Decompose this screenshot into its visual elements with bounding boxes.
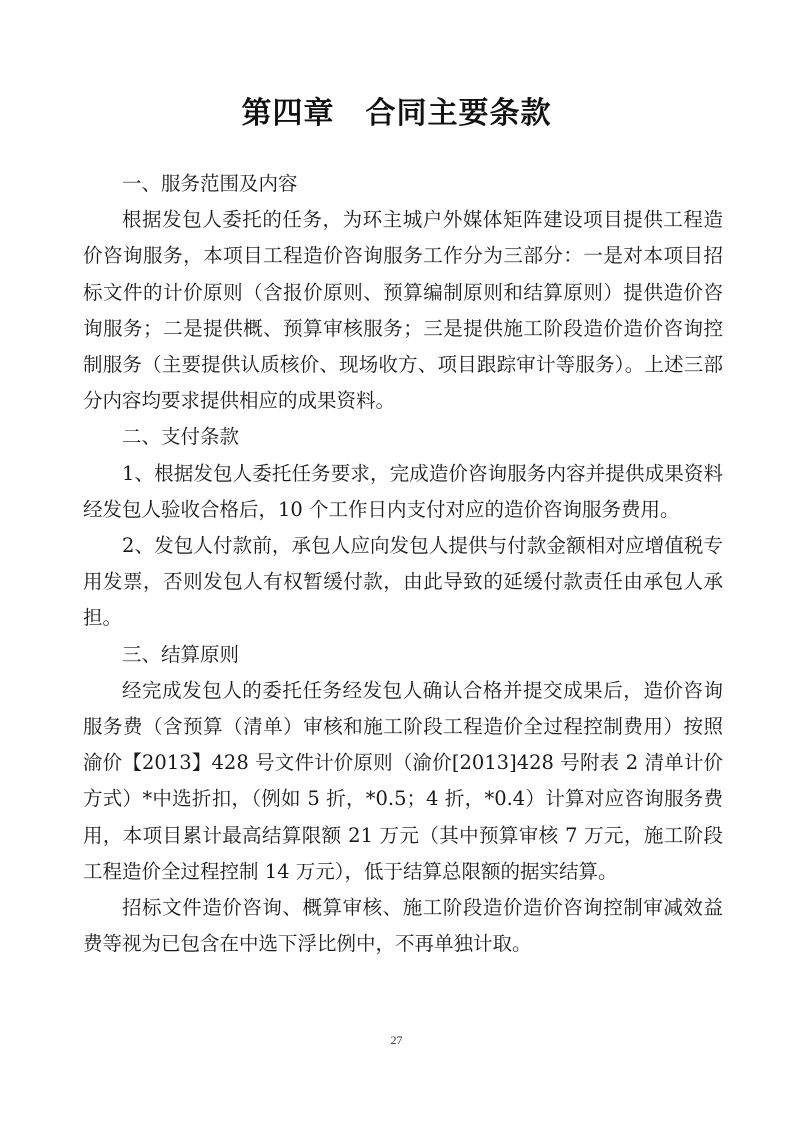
- paragraph-settlement-1: 经完成发包人的委托任务经发包人确认合格并提交成果后，造价咨询服务费（含预算（清单）审核和施工阶段工程造价全过程控制费用）按照渝价【2013】428 号文件计价原则（渝价[2013]428 号附表 2 清单计价方式）*中选折扣，（例如 5 折，*0.5；4 折，*0.4）计算对应咨询服务费用，本项目累计最高结算限额 21 万元（其中预算审核 7 万元，施工阶段工程造价全过程控制 14 万元），低于结算总限额的据实结算。: [83, 678, 723, 883]
- paragraph-payment-2: 2、发包人付款前，承包人应向发包人提供与付款金额相对应增值税专用发票，否则发包人有权暂缓付款，由此导致的延缓付款责任由承包人承担。: [83, 534, 723, 630]
- paragraph-service-content: 根据发包人委托的任务，为环主城户外媒体矩阵建设项目提供工程造价咨询服务，本项目工程造价咨询服务工作分为三部分：一是对本项目招标文件的计价原则（含报价原则、预算编制原则和结算原则）提供造价咨询服务；二是提供概、预算审核服务；三是提供施工阶段造价造价咨询控制服务（主要提供认质核价、现场收方、项目跟踪审计等服务）。上述三部分内容均要求提供相应的成果资料。: [83, 208, 723, 413]
- page-number: 27: [390, 1033, 403, 1047]
- section-heading-settlement-principles: 三、结算原则: [122, 642, 240, 666]
- paragraph-payment-1: 1、根据发包人委托任务要求，完成造价咨询服务内容并提供成果资料经发包人验收合格后，10 个工作日内支付对应的造价咨询服务费用。: [83, 461, 723, 521]
- chapter-title: 第四章 合同主要条款: [241, 96, 552, 131]
- paragraph-settlement-2: 招标文件造价咨询、概算审核、施工阶段造价造价咨询控制审减效益费等视为已包含在中选下浮比例中，不再单独计取。: [83, 896, 723, 956]
- section-heading-service-scope: 一、服务范围及内容: [122, 172, 298, 195]
- document-body: [83, 166, 723, 962]
- section-heading-payment-terms: 二、支付条款: [122, 425, 240, 449]
